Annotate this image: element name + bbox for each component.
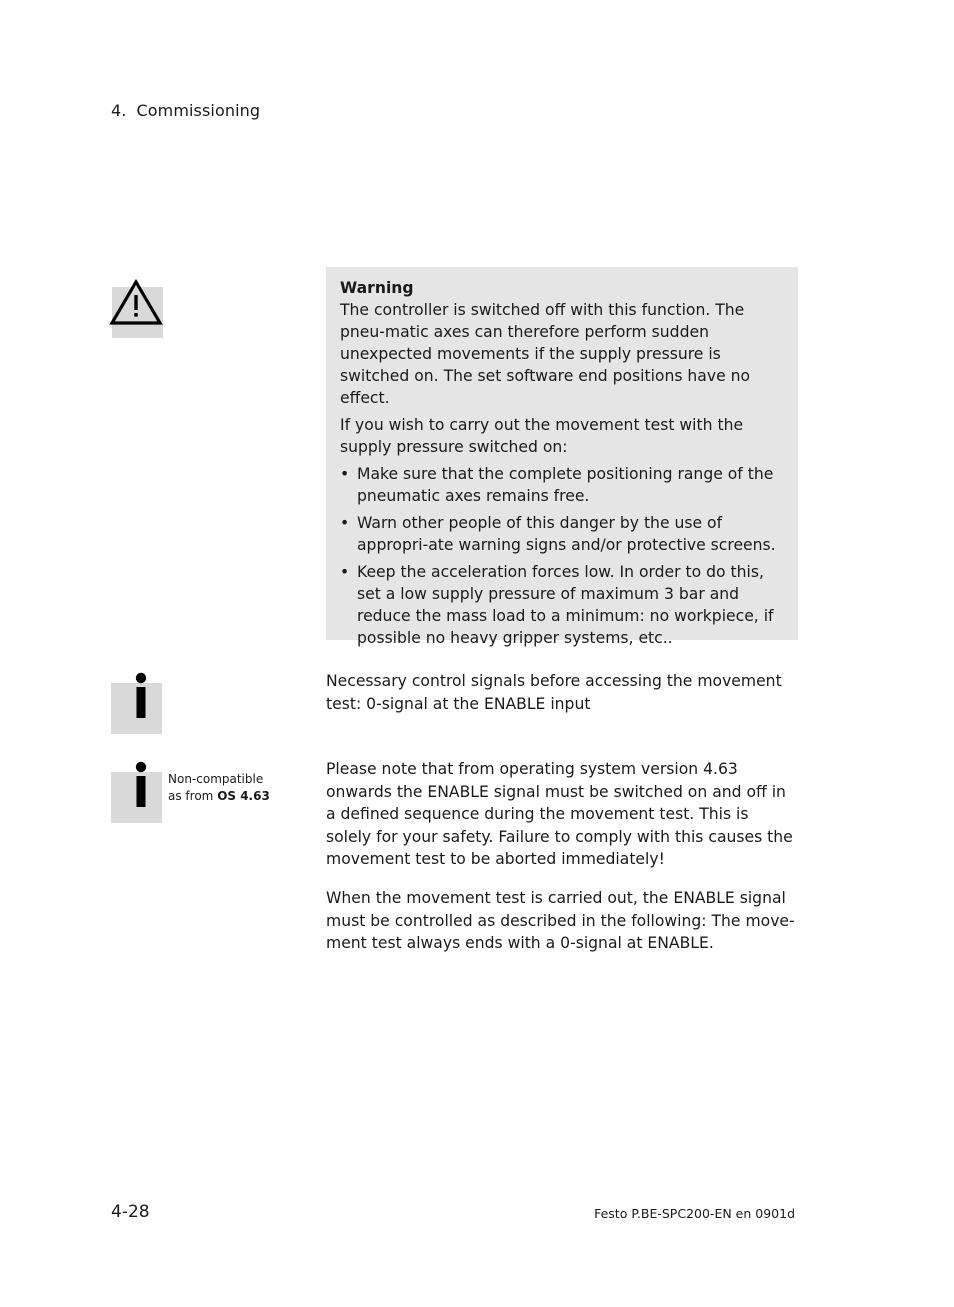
chapter-number: 4. <box>111 101 127 120</box>
warning-paragraph-1: The controller is switched off with this function. The pneu-matic axes can therefore perform sudden unexpected movements if the supply pressure is switched on. The set software end positions have no effect. <box>340 301 751 407</box>
warning-title: Warning <box>340 279 414 297</box>
warning-triangle-icon <box>112 287 163 338</box>
warning-bullet-list <box>340 463 788 649</box>
info-icon <box>111 683 162 734</box>
info-icon <box>111 772 162 823</box>
warning-paragraph-2: If you wish to carry out the movement test with the supply pressure switched on: <box>340 416 744 456</box>
compatibility-side-note <box>168 771 270 805</box>
os-version-paragraph: Please note that from operating system version 4.63 onwards the ENABLE signal must be switched on and off in a defined sequence during the movement test. This is solely for your safety. Failure to comply with this causes the movement test to be aborted immediately! <box>326 760 793 868</box>
list-item: • Warn other people of this danger by the use of appropri-ate warning signs and/or protective screens. <box>340 512 788 556</box>
control-signals-note: Necessary control signals before accessing the movement test: 0-signal at the ENABLE input <box>326 672 782 713</box>
enable-signal-paragraph: When the movement test is carried out, the ENABLE signal must be controlled as described in the following: The move-ment test always ends with a 0-signal at ENABLE. <box>326 889 795 952</box>
side-note-version: OS 4.63 <box>217 789 270 803</box>
side-note-prefix: as from <box>168 789 214 803</box>
document-id: Festo P.BE-SPC200-EN en 0901d <box>594 1206 795 1221</box>
side-note-line-1: Non-compatible <box>168 772 264 786</box>
page-number: 4-28 <box>111 1202 150 1222</box>
page-header <box>111 101 260 120</box>
list-item: • Make sure that the complete positioning range of the pneumatic axes remains free. <box>340 463 788 507</box>
chapter-title: Commissioning <box>136 101 261 120</box>
warning-callout <box>326 267 798 647</box>
list-item: • Keep the acceleration forces low. In order to do this, set a low supply pressure of maximum 3 bar and reduce the mass load to a minimum: no workpiece, if possible no heavy gripper systems, etc.. <box>340 561 788 649</box>
